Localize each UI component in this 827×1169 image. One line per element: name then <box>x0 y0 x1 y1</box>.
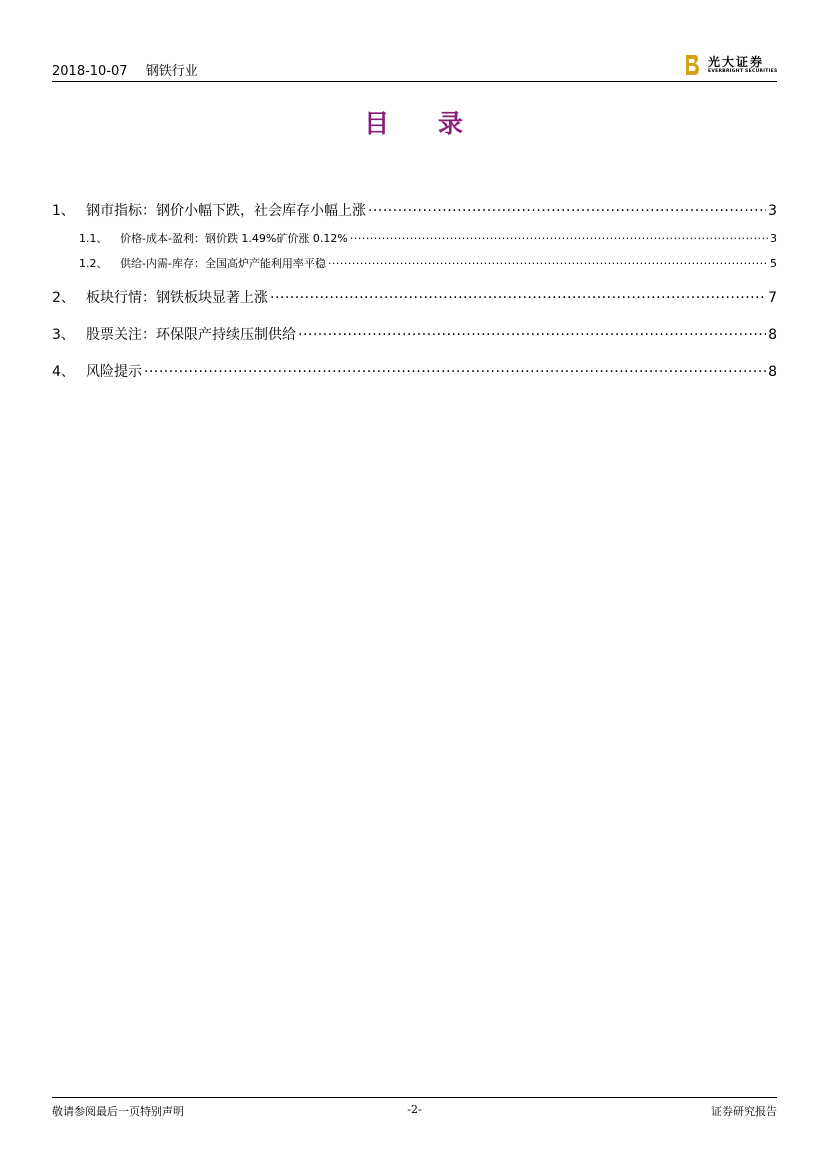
toc-entry-page: 8 <box>768 364 777 380</box>
toc-entry-text: 风险提示 <box>86 364 142 380</box>
toc-leader-dots <box>298 325 766 339</box>
report-date: 2018-10-07 <box>52 64 128 79</box>
toc-entry-number: 4、 <box>52 364 75 380</box>
toc-leader-dots <box>350 231 768 242</box>
everbright-logo-icon <box>684 54 700 76</box>
toc-entry-number: 2、 <box>52 290 75 306</box>
toc-entry-number: 1、 <box>52 203 75 219</box>
toc-entry-number: 3、 <box>52 327 75 343</box>
toc-entry-page: 8 <box>768 327 777 343</box>
industry-label: 钢铁行业 <box>145 64 198 79</box>
company-logo <box>684 52 777 78</box>
toc-entry-1-1[interactable] <box>52 230 777 246</box>
toc-entry-text: 股票关注：环保限产持续压制供给 <box>86 327 296 343</box>
toc-entry-2[interactable] <box>52 287 777 307</box>
toc-entry-text: 钢市指标：钢价小幅下跌，社会库存小幅上涨 <box>86 203 366 219</box>
toc-entry-page: 3 <box>770 232 777 245</box>
toc-leader-dots <box>144 362 766 376</box>
toc-entry-number: 1.1、 <box>79 232 108 245</box>
toc-entry-page: 3 <box>768 203 777 219</box>
toc-entry-page: 7 <box>768 290 777 306</box>
footer-report-type: 证券研究报告 <box>711 1105 777 1118</box>
footer-divider <box>52 1097 777 1098</box>
header-meta <box>52 60 198 79</box>
toc-entry-text: 板块行情：钢铁板块显著上涨 <box>86 290 268 306</box>
toc-entry-1[interactable] <box>52 200 777 220</box>
page-header <box>52 50 777 82</box>
toc-leader-dots <box>270 288 766 302</box>
toc-entry-text: 价格-成本-盈利：钢价跌 1.49%矿价涨 0.12% <box>120 232 348 245</box>
toc-leader-dots <box>368 201 766 215</box>
toc-entry-text: 供给-内需-库存：全国高炉产能利用率平稳 <box>120 257 326 270</box>
logo-name-en: EVERBRIGHT SECURITIES <box>708 69 778 74</box>
toc-title: 目 录 <box>364 109 483 138</box>
toc-entry-4[interactable] <box>52 361 777 381</box>
toc-entry-page: 5 <box>770 257 777 270</box>
toc-entry-1-2[interactable] <box>52 255 777 271</box>
toc-entry-number: 1.2、 <box>79 257 108 270</box>
toc-leader-dots <box>328 256 768 267</box>
header-divider <box>52 81 777 82</box>
footer-disclaimer: 敬请参阅最后一页特别声明 <box>52 1105 184 1118</box>
footer-page-number: -2- <box>407 1103 422 1116</box>
toc-entry-3[interactable] <box>52 324 777 344</box>
logo-name-cn: 光大证券 <box>708 55 765 69</box>
